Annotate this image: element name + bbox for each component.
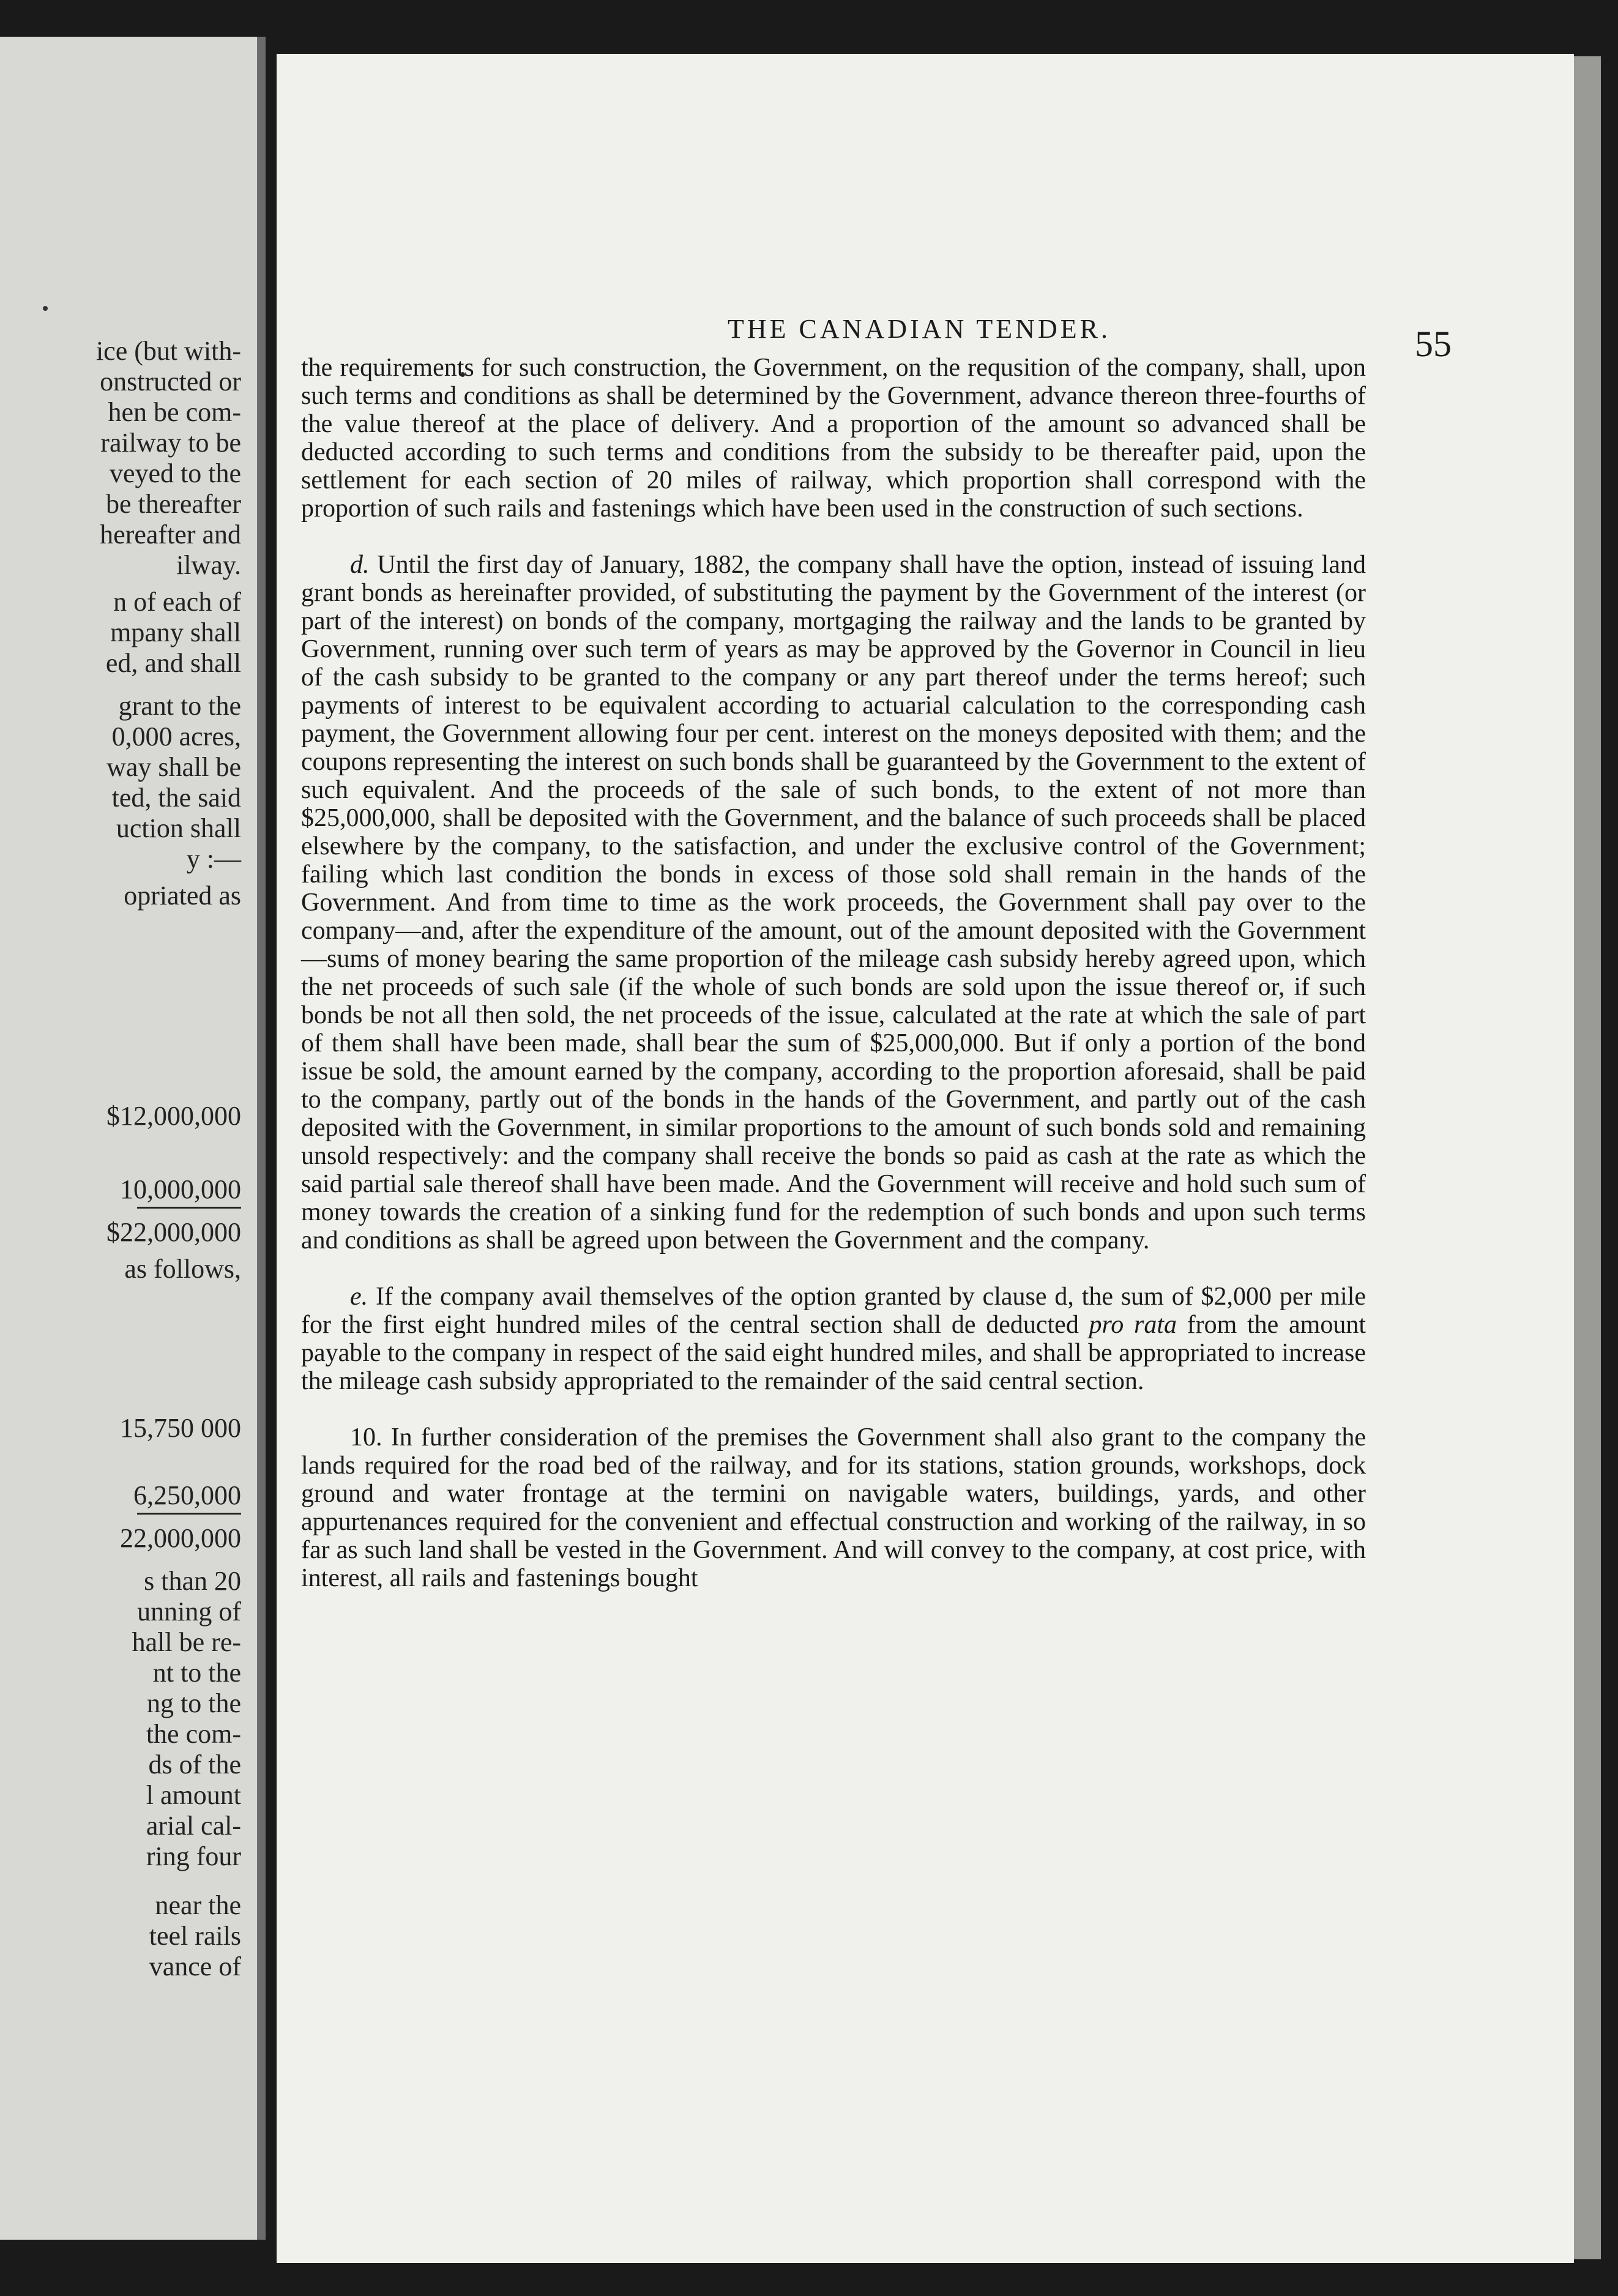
paragraph-clause-e: [301, 1283, 1366, 1395]
left-page-line: s than 20: [144, 1566, 241, 1596]
running-title: THE CANADIAN TENDER.: [728, 314, 1111, 344]
clause-label: e.: [350, 1283, 368, 1311]
section-number: 10.: [350, 1423, 382, 1452]
body-text: [301, 354, 1366, 1620]
paragraph-clause-d: [301, 551, 1366, 1254]
left-page-line: ted, the said: [111, 783, 241, 813]
left-page-line: ilway.: [176, 550, 241, 580]
left-page-line: unning of: [137, 1597, 241, 1627]
left-page-line: hereafter and: [100, 520, 241, 550]
page-header: [277, 299, 1574, 364]
left-page-line: ice (but with-: [95, 336, 241, 366]
left-page-line: 22,000,000: [120, 1523, 241, 1553]
left-page-line: arial cal-: [146, 1811, 241, 1841]
left-page-line: uction shall: [116, 813, 241, 843]
page-number: 55: [1415, 324, 1452, 364]
page-edge: [1574, 56, 1601, 2259]
sum-rule: [137, 1207, 241, 1209]
left-page-line: $12,000,000: [106, 1101, 241, 1131]
sum-rule: [137, 1513, 241, 1515]
clause-label: d.: [350, 551, 370, 579]
left-page-line: mpany shall: [110, 617, 241, 647]
ink-dot: [43, 306, 48, 311]
paragraph-text: If the company avail themselves of the option granted by clause d, the sum of $2,000 per mile for the first eight hundred miles of the central section shall de deducted: [301, 1283, 1366, 1339]
left-page-line: hall be re-: [132, 1627, 241, 1657]
paragraph-text: from the amount payable to the company in respect of the said eight hundred miles, and shall be appropriated to increase the mileage cash subsidy appropriated to the remainder of the said central section.: [301, 1311, 1366, 1395]
paragraph-text: Until the first day of January, 1882, the company shall have the option, instead of issuing land grant bonds as hereinafter provided, of substituting the payment by the Government of the interest (or part of the interest) on bonds of the company, mortgaging the railway and the lands to be granted by Government, running over such term of years as may be approved by the Governor in Council in lieu of the cash subsidy to be granted to the company or any part thereof under the terms hereof; such payments of interest to be equivalent according to actuarial calculation to the corresponding cash payment, the Government allowing four per cent. interest on the moneys deposited with them; and the coupons representing the interest on such bonds shall be guaranteed by the Government to the extent of such equivalent. And the proceeds of the sale of such bonds, to the extent of not more than $25,000,000, shall be deposited with the Government, and the balance of such proceeds shall be placed elsewhere by the company, to the satisfaction, and under the exclusive control of the Government; failing which last condition the bonds in excess of those sold shall remain in the hands of the Government. And from time to time as the work proceeds, the Government shall pay over to the company—and, after the expenditure of the amount, out of the amount deposited with the Government—sums of money bearing the same proportion of the mileage cash subsidy hereby agreed upon, which the net proceeds of such sale (if the whole of such bonds are sold upon the issue thereof or, if such bonds be not all then sold, the net proceeds of the issue, calculated at the rate at which the sale of part of them shall have been made, shall bear the sum of $25,000,000. But if only a portion of the bond issue be sold, the amount earned by the company, according to the proportion aforesaid, shall be paid to the company, partly out of the bonds in the hands of the Government, and partly out of the cash deposited with the Government, in similar proportions to the amount of such bonds sold and remaining unsold respectively: and the company shall receive the bonds so paid as cash at the rate as which the said partial sale thereof shall have been made. And the Government will receive and hold such sum of money towards the creation of a sinking fund for the redemption of such bonds and upon such terms and conditions as shall be agreed upon between the Government and the company.: [301, 551, 1366, 1254]
left-page-line: y :—: [186, 844, 241, 874]
left-page-line: be thereafter: [105, 489, 241, 519]
left-page-line: opriated as: [124, 881, 241, 911]
left-page-fragment: [0, 37, 266, 2240]
left-page-line: ds of the: [148, 1750, 241, 1780]
left-page-line: 15,750 000: [120, 1413, 241, 1443]
left-page-line: as follows,: [124, 1254, 241, 1284]
paragraph-continued: [301, 354, 1366, 523]
left-page-line: $22,000,000: [106, 1217, 241, 1247]
left-page-line: 0,000 acres,: [111, 721, 241, 751]
italic-term: pro rata: [1089, 1311, 1177, 1339]
left-page-line: railway to be: [100, 428, 241, 458]
left-page-line: the com-: [146, 1719, 241, 1749]
left-page-line: 10,000,000: [120, 1174, 241, 1204]
left-page-line: 6,250,000: [133, 1480, 241, 1510]
paragraph-section-10: [301, 1423, 1366, 1592]
left-page-line: veyed to the: [109, 458, 241, 488]
left-page-line: teel rails: [149, 1921, 241, 1951]
left-page-line: nt to the: [152, 1658, 241, 1688]
left-page-line: ring four: [146, 1841, 241, 1871]
left-page-line: l amount: [146, 1780, 241, 1810]
book-page: [277, 54, 1574, 2263]
left-page-line: way shall be: [106, 752, 241, 782]
paragraph-text: the requirements for such construction, the Government, on the requsition of the company, shall, upon such terms and conditions as shall be determined by the Government, advance thereon three-fourths of the value thereof at the place of delivery. And a proportion of the amount so advanced shall be deducted according to such terms and conditions from the subsidy to be thereafter paid, upon the settlement for each section of 20 miles of railway, which proportion shall correspond with the proportion of such rails and fastenings which have been used in the construction of such sections.: [301, 354, 1366, 523]
left-page-line: n of each of: [113, 587, 241, 617]
left-page-line: onstructed or: [100, 367, 241, 397]
left-page-line: grant to the: [118, 691, 241, 721]
left-page-line: ng to the: [147, 1688, 241, 1718]
left-page-line: vance of: [149, 1951, 241, 1981]
left-page-line: ed, and shall: [105, 648, 241, 678]
paragraph-text: In further consideration of the premises the Government shall also grant to the company the lands required for the road bed of the railway, and for its stations, station grounds, workshops, dock ground and water frontage at the termini on navigable waters, buildings, yards, and other appurtenances required for the convenient and effectual construction and working of the railway, in so far as such land shall be vested in the Government. And will convey to the company, at cost price, with interest, all rails and fastenings bought: [301, 1423, 1366, 1592]
left-page-line: hen be com-: [108, 397, 241, 427]
left-page-line: near the: [155, 1890, 241, 1920]
